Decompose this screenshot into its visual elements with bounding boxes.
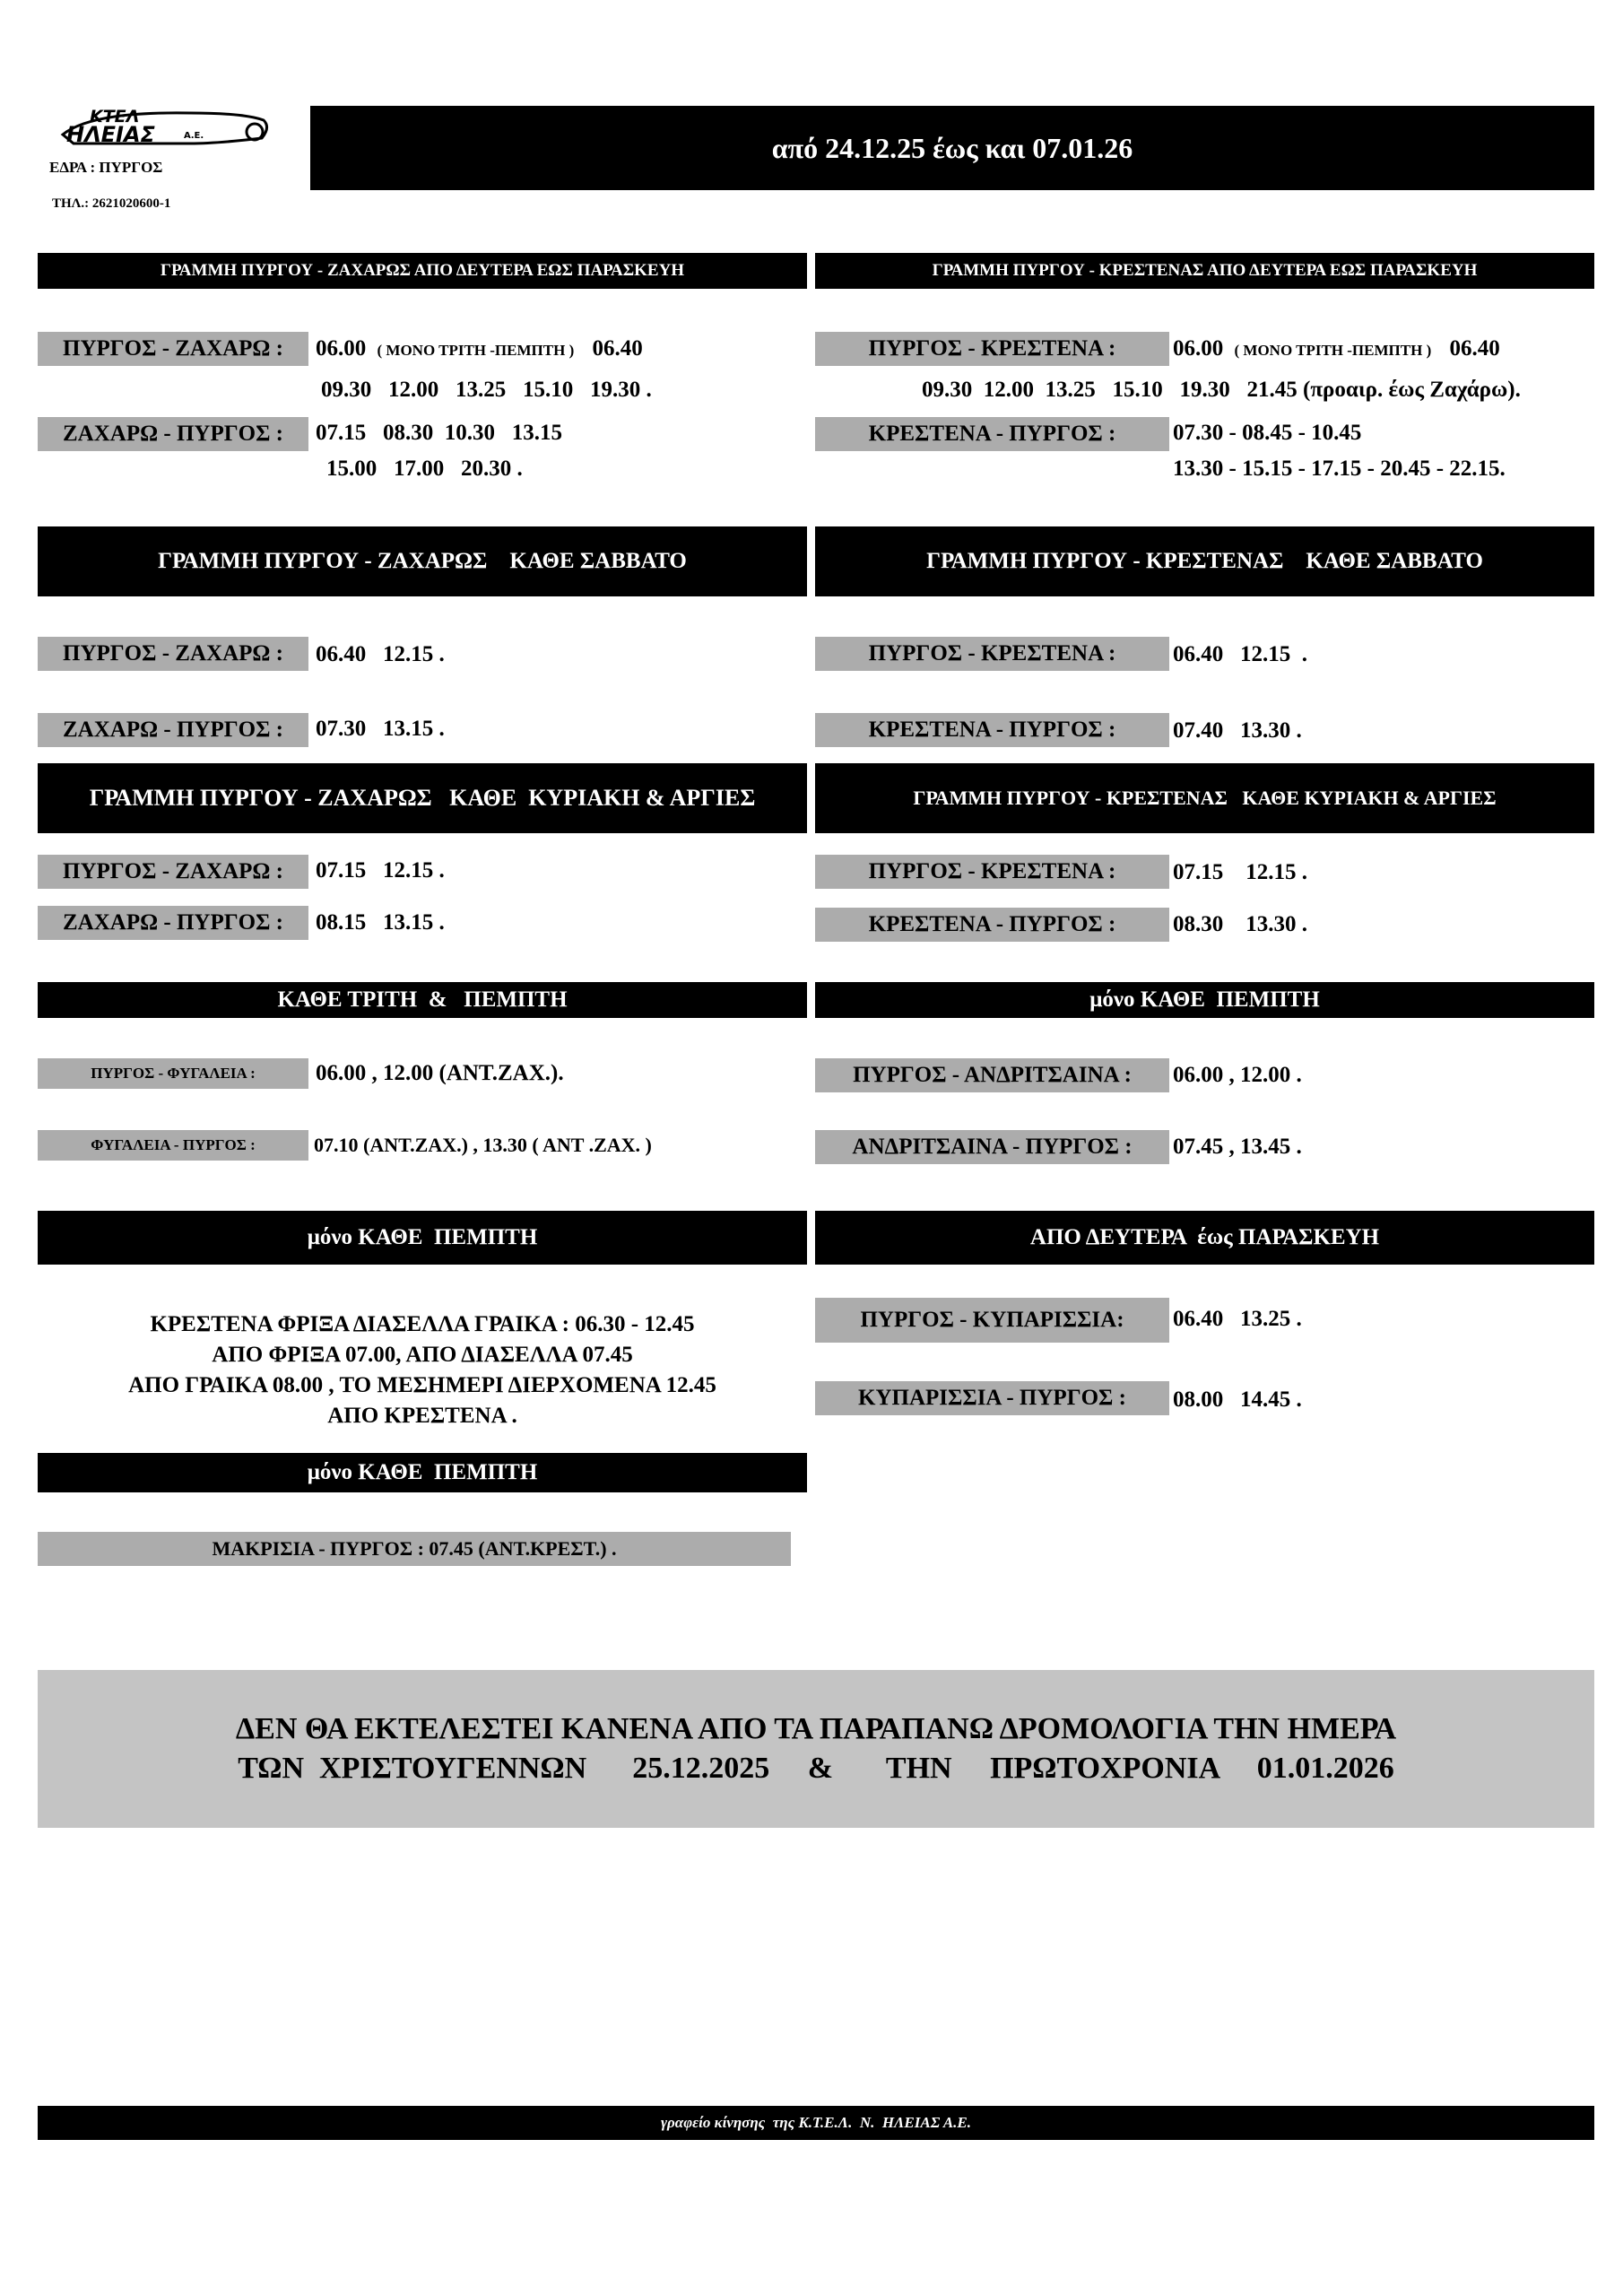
route-label-krestena-pyrgos-sun: ΚΡΕΣΤΕΝΑ - ΠΥΡΓΟΣ : xyxy=(815,908,1169,942)
section-title-thu-andritsaina: μόνο ΚΑΘΕ ΠΕΜΠΤΗ xyxy=(815,982,1594,1018)
route-label-pyrgos-andritsaina: ΠΥΡΓΟΣ - ΑΝΔΡΙΤΣΑΙΝΑ : xyxy=(815,1058,1169,1092)
thu-krestena-line: ΑΠΟ ΓΡΑΙΚΑ 08.00 , ΤΟ ΜΕΣΗΜΕΡΙ ΔΙΕΡΧΟΜΕΝΑ 12.45 xyxy=(128,1373,716,1397)
times-pyrgos-zacharo-weekday-2: 09.30 12.00 13.25 15.10 19.30 . xyxy=(321,378,652,402)
time-value: 06.00 xyxy=(316,336,367,361)
section-title-tue-thu: ΚΑΘΕ ΤΡΙΤΗ & ΠΕΜΠΤΗ xyxy=(38,982,807,1018)
times-pyrgos-krestena-weekday-2: 09.30 12.00 13.25 15.10 19.30 21.45 (προαιρ. έως Ζαχάρω). xyxy=(922,378,1521,402)
times-pyrgos-krestena-weekday-1 xyxy=(1173,335,1500,364)
times-pyrgos-zacharo-weekday-1 xyxy=(316,335,643,364)
thu-krestena-line: ΑΠΟ ΦΡΙΞΑ 07.00, ΑΠΟ ΔΙΑΣΕΛΛΑ 07.45 xyxy=(212,1343,633,1367)
times-krestena-pyrgos-weekday-2: 13.30 - 15.15 - 17.15 - 20.45 - 22.15. xyxy=(1173,457,1506,481)
logo-text-top: ΚΤΕΛ xyxy=(90,107,140,126)
route-label-pyrgos-krestena-sun: ΠΥΡΓΟΣ - ΚΡΕΣΤΕΝΑ : xyxy=(815,855,1169,889)
company-seat: ΕΔΡΑ : ΠΥΡΓΟΣ xyxy=(49,159,163,176)
section-title-sunday-krestena: ΓΡΑΜΜΗ ΠΥΡΓΟΥ - ΚΡΕΣΤΕΝΑΣ ΚΑΘΕ ΚΥΡΙΑΚΗ & ΑΡΓΙΕΣ xyxy=(815,763,1594,833)
times-pyrgos-krestena-sun: 07.15 12.15 . xyxy=(1173,860,1307,884)
time-note: ( ΜΟΝΟ ΤΡΙΤΗ -ΠΕΜΠΤΗ ) xyxy=(377,342,575,359)
section-title-thu-makrisia: μόνο ΚΑΘΕ ΠΕΜΠΤΗ xyxy=(38,1453,807,1492)
times-krestena-pyrgos-sun: 08.30 13.30 . xyxy=(1173,912,1307,936)
route-label-krestena-pyrgos-sat: ΚΡΕΣΤΕΝΑ - ΠΥΡΓΟΣ : xyxy=(815,713,1169,747)
route-label-zacharo-pyrgos-sat: ΖΑΧΑΡΩ - ΠΥΡΓΟΣ : xyxy=(38,713,308,747)
times-zacharo-pyrgos-sun: 08.15 13.15 . xyxy=(316,910,445,935)
times-pyrgos-kyparissia: 06.40 13.25 . xyxy=(1173,1307,1302,1331)
section-title-sunday-zacharo: ΓΡΑΜΜΗ ΠΥΡΓΟΥ - ΖΑΧΑΡΩΣ ΚΑΘΕ ΚΥΡΙΑΚΗ & ΑΡΓΙΕΣ xyxy=(38,763,807,833)
route-label-pyrgos-zacharo-sun: ΠΥΡΓΟΣ - ΖΑΧΑΡΩ : xyxy=(38,855,308,889)
section-title-kyparissia: ΑΠΟ ΔΕΥΤΕΡΑ έως ΠΑΡΑΣΚΕΥΗ xyxy=(815,1211,1594,1265)
times-krestena-pyrgos-weekday-1: 07.30 - 08.45 - 10.45 xyxy=(1173,421,1362,445)
times-pyrgos-zacharo-sun: 07.15 12.15 . xyxy=(316,858,445,883)
holiday-notice-line: ΤΩΝ ΧΡΙΣΤΟΥΓΕΝΝΩΝ 25.12.2025 & ΤΗΝ ΠΡΩΤΟΧΡΟΝΙΑ 01.01.2026 xyxy=(238,1752,1394,1785)
route-label-pyrgos-kyparissia: ΠΥΡΓΟΣ - ΚΥΠΑΡΙΣΣΙΑ: xyxy=(815,1298,1169,1343)
thu-krestena-line: ΑΠΟ ΚΡΕΣΤΕΝΑ . xyxy=(327,1404,517,1428)
section-title-thu-krestena: μόνο ΚΑΘΕ ΠΕΜΠΤΗ xyxy=(38,1211,807,1265)
company-phone: ΤΗΛ.: 2621020600-1 xyxy=(52,196,171,211)
times-pyrgos-krestena-sat: 06.40 12.15 . xyxy=(1173,642,1307,666)
route-label-pyrgos-krestena-sat: ΠΥΡΓΟΣ - ΚΡΕΣΤΕΝΑ : xyxy=(815,637,1169,671)
section-title-weekday-zacharo: ΓΡΑΜΜΗ ΠΥΡΓΟΥ - ΖΑΧΑΡΩΣ ΑΠΟ ΔΕΥΤΕΡΑ ΕΩΣ ΠΑΡΑΣΚΕΥΗ xyxy=(38,253,807,289)
section-title-saturday-zacharo: ΓΡΑΜΜΗ ΠΥΡΓΟΥ - ΖΑΧΑΡΩΣ ΚΑΘΕ ΣΑΒΒΑΤΟ xyxy=(38,526,807,596)
times-zacharo-pyrgos-sat: 07.30 13.15 . xyxy=(316,717,445,741)
footer-text: γραφείο κίνησης της Κ.Τ.Ε.Λ. Ν. ΗΛΕΙΑΣ Α.Ε. xyxy=(660,2114,972,2131)
route-label-pyrgos-fygaleia: ΠΥΡΓΟΣ - ΦΥΓΑΛΕΙΑ : xyxy=(38,1058,308,1089)
times-andritsaina-pyrgos: 07.45 , 13.45 . xyxy=(1173,1135,1302,1159)
route-label-pyrgos-zacharo: ΠΥΡΓΟΣ - ΖΑΧΑΡΩ : xyxy=(38,332,308,366)
time-value: 06.40 xyxy=(1449,336,1500,361)
times-zacharo-pyrgos-weekday-2: 15.00 17.00 20.30 . xyxy=(326,457,523,481)
holiday-notice xyxy=(38,1670,1594,1828)
route-label-andritsaina-pyrgos: ΑΝΔΡΙΤΣΑΙΝΑ - ΠΥΡΓΟΣ : xyxy=(815,1130,1169,1164)
route-label-zacharo-pyrgos: ΖΑΧΑΡΩ - ΠΥΡΓΟΣ : xyxy=(38,417,308,451)
times-zacharo-pyrgos-weekday-1: 07.15 08.30 10.30 13.15 xyxy=(316,421,562,445)
section-title-saturday-krestena: ΓΡΑΜΜΗ ΠΥΡΓΟΥ - ΚΡΕΣΤΕΝΑΣ ΚΑΘΕ ΣΑΒΒΑΤΟ xyxy=(815,526,1594,596)
section-title-weekday-krestena: ΓΡΑΜΜΗ ΠΥΡΓΟΥ - ΚΡΕΣΤΕΝΑΣ ΑΠΟ ΔΕΥΤΕΡΑ ΕΩΣ ΠΑΡΑΣΚΕΥΗ xyxy=(815,253,1594,289)
logo-text-bottom: ΗΛΕΙΑΣ xyxy=(66,122,155,147)
validity-banner xyxy=(310,106,1594,190)
company-logo xyxy=(56,108,275,152)
time-value: 06.40 xyxy=(592,336,643,361)
logo-text-suffix: Α.Ε. xyxy=(184,131,204,141)
time-value: 06.00 xyxy=(1173,336,1224,361)
footer-bar xyxy=(38,2106,1594,2140)
times-pyrgos-fygaleia: 06.00 , 12.00 (ΑΝΤ.ΖΑΧ.). xyxy=(316,1061,564,1085)
times-krestena-pyrgos-sat: 07.40 13.30 . xyxy=(1173,718,1302,743)
times-kyparissia-pyrgos: 08.00 14.45 . xyxy=(1173,1387,1302,1412)
times-pyrgos-andritsaina: 06.00 , 12.00 . xyxy=(1173,1063,1302,1087)
route-label-kyparissia-pyrgos: ΚΥΠΑΡΙΣΣΙΑ - ΠΥΡΓΟΣ : xyxy=(815,1381,1169,1415)
times-pyrgos-zacharo-sat: 06.40 12.15 . xyxy=(316,642,445,666)
thu-krestena-line: ΚΡΕΣΤΕΝΑ ΦΡΙΞΑ ΔΙΑΣΕΛΛΑ ΓΡΑΙΚΑ : 06.30 - 12.45 xyxy=(150,1312,695,1336)
route-label-krestena-pyrgos: ΚΡΕΣΤΕΝΑ - ΠΥΡΓΟΣ : xyxy=(815,417,1169,451)
route-label-zacharo-pyrgos-sun: ΖΑΧΑΡΩ - ΠΥΡΓΟΣ : xyxy=(38,906,308,940)
time-note: ( ΜΟΝΟ ΤΡΙΤΗ -ΠΕΜΠΤΗ ) xyxy=(1234,342,1432,359)
validity-text: από 24.12.25 έως και 07.01.26 xyxy=(771,131,1133,164)
route-label-pyrgos-krestena: ΠΥΡΓΟΣ - ΚΡΕΣΤΕΝΑ : xyxy=(815,332,1169,366)
route-label-fygaleia-pyrgos: ΦΥΓΑΛΕΙΑ - ΠΥΡΓΟΣ : xyxy=(38,1130,308,1161)
times-fygaleia-pyrgos: 07.10 (ΑΝΤ.ΖΑΧ.) , 13.30 ( ΑΝΤ .ΖΑΧ. ) xyxy=(314,1134,652,1156)
thu-krestena-notes xyxy=(38,1309,807,1431)
route-label-pyrgos-zacharo-sat: ΠΥΡΓΟΣ - ΖΑΧΑΡΩ : xyxy=(38,637,308,671)
route-makrisia-pyrgos: ΜΑΚΡΙΣΙΑ - ΠΥΡΓΟΣ : 07.45 (ΑΝΤ.ΚΡΕΣΤ.) . xyxy=(38,1532,791,1566)
holiday-notice-line: ΔΕΝ ΘΑ ΕΚΤΕΛΕΣΤΕΙ ΚΑΝΕΝΑ ΑΠΟ ΤΑ ΠΑΡΑΠΑΝΩ ΔΡΟΜΟΛΟΓΙΑ ΤΗΝ ΗΜΕΡΑ xyxy=(235,1712,1397,1745)
